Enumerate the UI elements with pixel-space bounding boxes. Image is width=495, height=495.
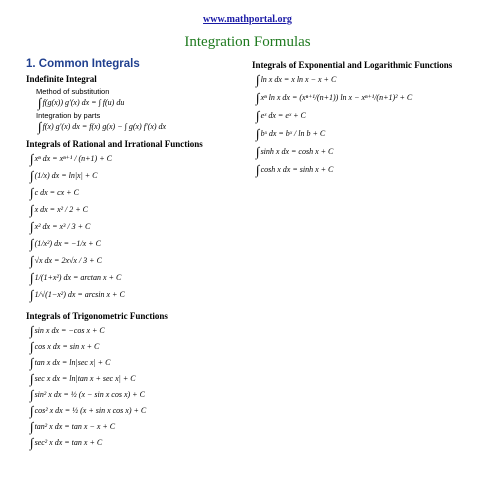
formula-text: eˣ dx = eˣ + C bbox=[260, 111, 306, 120]
trig-heading: Integrals of Trigonometric Functions bbox=[26, 311, 168, 321]
rational-heading: Integrals of Rational and Irrational Functions bbox=[26, 139, 203, 149]
formula-text: f(g(x)) g′(x) dx = ∫ f(u) du bbox=[42, 98, 125, 107]
trig-formula bbox=[30, 404, 251, 417]
formula-text: c dx = cx + C bbox=[34, 188, 79, 197]
exp-formula bbox=[256, 163, 477, 176]
integral-sign-icon: ∫ bbox=[30, 236, 34, 251]
parts-formula bbox=[38, 120, 251, 133]
integral-sign-icon: ∫ bbox=[30, 355, 34, 370]
substitution-formula bbox=[38, 96, 251, 109]
formula-text: 1/(1+x²) dx = arctan x + C bbox=[34, 273, 122, 282]
rational-formula bbox=[30, 169, 251, 182]
integral-sign-icon: ∫ bbox=[30, 403, 34, 418]
integral-sign-icon: ∫ bbox=[256, 72, 260, 87]
integral-sign-icon: ∫ bbox=[256, 144, 260, 159]
rational-formula bbox=[30, 186, 251, 199]
formula-text: ln x dx = x ln x − x + C bbox=[260, 75, 337, 84]
exp-formula bbox=[256, 145, 477, 158]
formula-text: cos² x dx = ½ (x + sin x cos x) + C bbox=[34, 406, 147, 415]
formula-text: x dx = x² / 2 + C bbox=[34, 205, 88, 214]
formula-text: sec² x dx = tan x + C bbox=[34, 438, 103, 447]
integral-sign-icon: ∫ bbox=[30, 435, 34, 450]
parts-subheading: Integration by parts bbox=[36, 111, 101, 120]
trig-formula bbox=[30, 388, 251, 401]
formula-text: 1/√(1−x²) dx = arcsin x + C bbox=[34, 290, 125, 299]
formula-text: sin² x dx = ½ (x − sin x cos x) + C bbox=[34, 390, 145, 399]
rational-formula bbox=[30, 152, 251, 165]
integral-sign-icon: ∫ bbox=[30, 387, 34, 402]
formula-text: tan² x dx = tan x − x + C bbox=[34, 422, 116, 431]
formula-text: sinh x dx = cosh x + C bbox=[260, 147, 334, 156]
rational-formula bbox=[30, 288, 251, 301]
formula-text: bˣ dx = bˣ / ln b + C bbox=[260, 129, 326, 138]
formula-text: sin x dx = −cos x + C bbox=[34, 326, 105, 335]
exp-formula bbox=[256, 73, 477, 86]
exp-formula bbox=[256, 109, 477, 122]
formula-text: √x dx = 2x√x / 3 + C bbox=[34, 256, 102, 265]
formula-text: cosh x dx = sinh x + C bbox=[260, 165, 334, 174]
exp-formula bbox=[256, 91, 477, 104]
formula-text: f(x) g′(x) dx = f(x) g(x) − ∫ g(x) f′(x) dx bbox=[42, 122, 167, 131]
formula-text: cos x dx = sin x + C bbox=[34, 342, 100, 351]
rational-formula bbox=[30, 271, 251, 284]
formula-text: sec x dx = ln|tan x + sec x| + C bbox=[34, 374, 136, 383]
trig-formula bbox=[30, 324, 251, 337]
rational-formula bbox=[30, 220, 251, 233]
indefinite-integral-heading: Indefinite Integral bbox=[26, 74, 97, 84]
exp-log-heading: Integrals of Exponential and Logarithmic Functions bbox=[252, 60, 453, 70]
integral-sign-icon: ∫ bbox=[30, 253, 34, 268]
formula-text: xⁿ ln x dx = (xⁿ⁺¹/(n+1)) ln x − xⁿ⁺¹/(n+1)² + C bbox=[260, 93, 413, 102]
integral-sign-icon: ∫ bbox=[30, 287, 34, 302]
trig-formula bbox=[30, 420, 251, 433]
integral-sign-icon: ∫ bbox=[256, 108, 260, 123]
integral-sign-icon: ∫ bbox=[30, 371, 34, 386]
integral-sign-icon: ∫ bbox=[256, 126, 260, 141]
site-url-link[interactable]: www.mathportal.org bbox=[203, 14, 292, 25]
exp-formula bbox=[256, 127, 477, 140]
integral-sign-icon: ∫ bbox=[30, 202, 34, 217]
integral-sign-icon: ∫ bbox=[30, 323, 34, 338]
left-column bbox=[26, 58, 251, 452]
trig-formula bbox=[30, 372, 251, 385]
integral-sign-icon: ∫ bbox=[256, 162, 260, 177]
formula-text: tan x dx = ln|sec x| + C bbox=[34, 358, 111, 367]
formula-text: (1/x) dx = ln|x| + C bbox=[34, 171, 98, 180]
integral-sign-icon: ∫ bbox=[30, 168, 34, 183]
formula-text: xⁿ dx = xⁿ⁺¹ / (n+1) + C bbox=[34, 154, 112, 163]
integral-sign-icon: ∫ bbox=[30, 339, 34, 354]
integral-sign-icon: ∫ bbox=[30, 270, 34, 285]
integral-sign-icon: ∫ bbox=[38, 95, 42, 110]
substitution-subheading: Method of substitution bbox=[36, 87, 110, 96]
formula-text: (1/x²) dx = −1/x + C bbox=[34, 239, 101, 248]
trig-formula bbox=[30, 340, 251, 353]
rational-formula bbox=[30, 237, 251, 250]
integral-sign-icon: ∫ bbox=[38, 119, 42, 134]
integral-sign-icon: ∫ bbox=[30, 151, 34, 166]
integral-sign-icon: ∫ bbox=[30, 219, 34, 234]
trig-formula bbox=[30, 436, 251, 449]
right-column bbox=[252, 58, 477, 181]
page-title: Integration Formulas bbox=[184, 34, 311, 50]
rational-formula bbox=[30, 203, 251, 216]
formula-text: x² dx = x³ / 3 + C bbox=[34, 222, 91, 231]
integral-sign-icon: ∫ bbox=[30, 419, 34, 434]
section-title: 1. Common Integrals bbox=[26, 58, 140, 70]
integral-sign-icon: ∫ bbox=[30, 185, 34, 200]
integral-sign-icon: ∫ bbox=[256, 90, 260, 105]
trig-formula bbox=[30, 356, 251, 369]
rational-formula bbox=[30, 254, 251, 267]
